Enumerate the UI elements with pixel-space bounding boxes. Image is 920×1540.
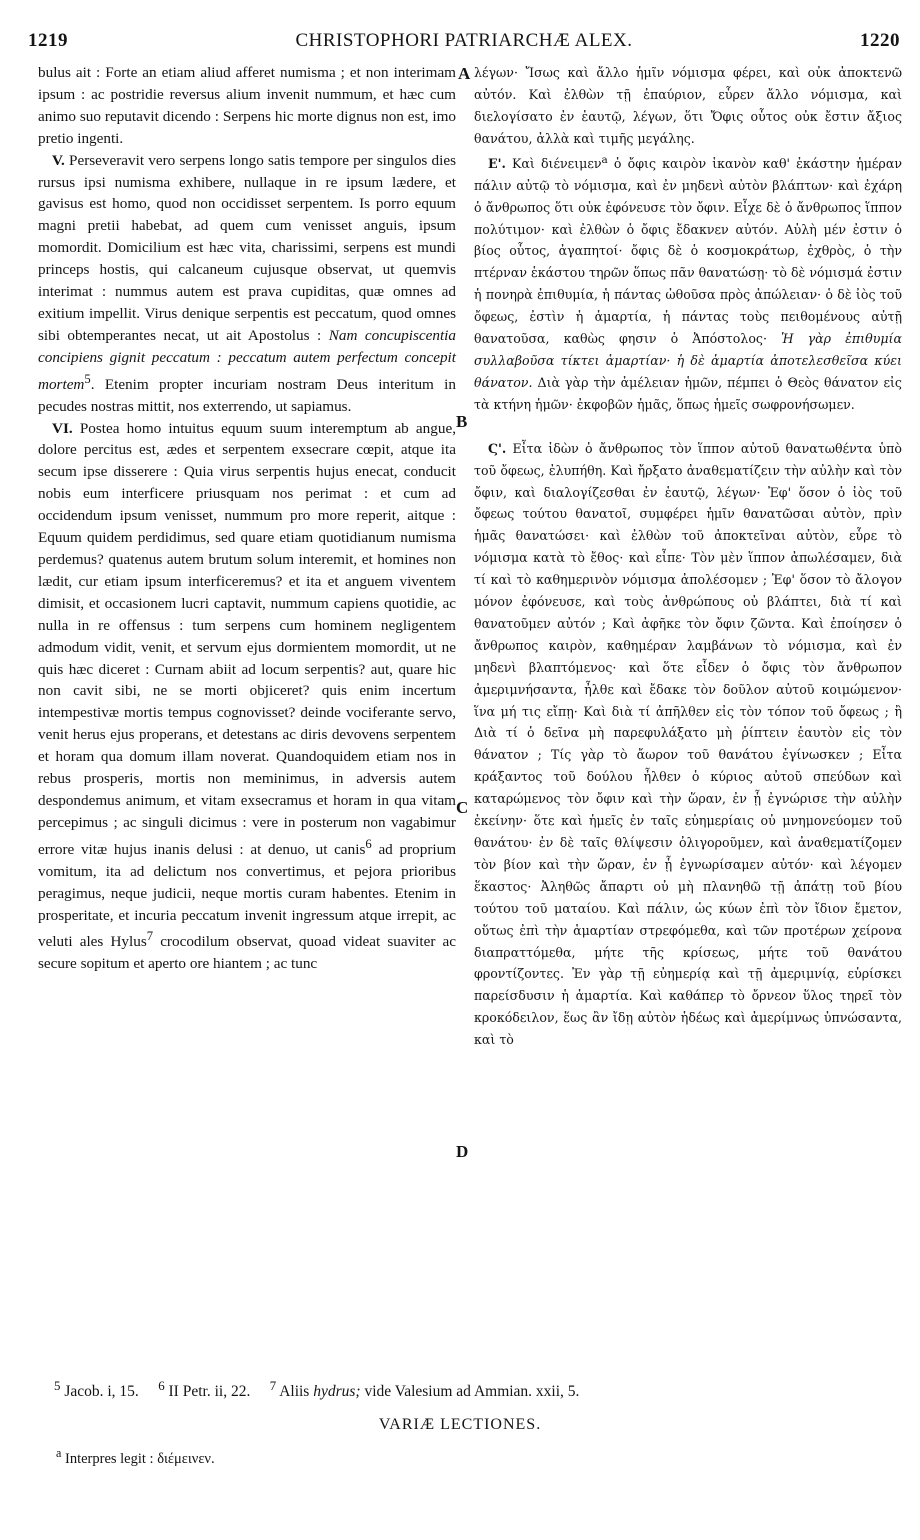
- footnote-mark-6: 6: [158, 1378, 165, 1393]
- variae-lectiones-heading: VARIÆ LECTIONES.: [378, 1416, 542, 1433]
- greek-text: Καὶ διένειμεν: [511, 155, 602, 171]
- latin-paragraph-v: [38, 150, 456, 418]
- greek-paragraph-continued: λέγων· Ἴσως καὶ ἄλλο ἡμῖν νόμισμα φέρει, καὶ οὐκ ἀποκτενῶ αὐτόν. Καὶ ἐλθὼν τῇ ἐπαύριον, εὗρεν ἄλλο νόμισμα, καὶ διελογίσατο ἐν ἑαυτῷ, λέγων, ὅτι Ὄφις οὗτος οὐκ ἔστιν ἄξιος θανάτου, ἀλλὰ καὶ τιμῆς μεγάλης.: [474, 65, 902, 146]
- latin-paragraph-vi: [38, 418, 456, 976]
- footnote-ref-7: 7: [146, 929, 154, 944]
- section-number-st: Ϛ'.: [488, 440, 507, 456]
- latin-text: Perseveravit vero serpens longo satis tempore per singulos dies rursus ipsi numisma exhibere, nullaque in re ipsum lædere, et gavisus est homo, quod non occidisset serpentem. Is porro equum magni pretii habebat, ad quem cum venisset anguis, ipsum momordit. Domicilium est hæc vita, charissimi, serpens est mundi princeps hostis, qui calcaneum cujusque observat, ut quemvis interimat : nummus autem est prava cupiditas, quæ omnes ad exitium impellit. Virus denique serpentis est peccatum, quod omnes sibi obtemperantes necat, ut ait Apostolus :: [38, 151, 457, 344]
- footnote-5: Jacob. i, 15.: [64, 1383, 139, 1401]
- section-number-v: V.: [52, 151, 65, 169]
- latin-scripture-quote: Nam concupiscentia concipiens gignit peccatum : peccatum autem perfectum concepit mortem: [38, 326, 456, 393]
- variant-note-mark: a: [56, 1446, 62, 1460]
- running-header: [28, 30, 900, 60]
- footnotes: [54, 1378, 890, 1401]
- greek-scripture-quote: Ἡ γὰρ ἐπιθυμία συλλαβοῦσα τίκτει ἁμαρτίαν· ἡ δὲ ἁμαρτία ἀποτελεσθεῖσα κύει θάνατον.: [474, 331, 902, 390]
- page-number-left: 1219: [28, 30, 68, 51]
- latin-paragraph-continued: bulus ait : Forte an etiam aliud afferet numisma ; et non interimam ipsum : ac postridie reversus alium invenit nummum, et hæc cum animo suo reputavit dicendo : Serpens hic morte dignus non est, imo pretio ingenti.: [38, 64, 456, 147]
- footnote-7-italic: hydrus;: [313, 1383, 361, 1401]
- latin-text: crocodilum observat, quoad videat suaviter ac secure sopitum et aperto ore hiantem ; ac tunc: [38, 933, 456, 973]
- greek-text: ὁ ὄφις καιρὸν ἱκανὸν καθ' ἑκάστην ἡμέραν πάλιν αὐτῷ τὸ νόμισμα, καὶ ἐν μηδενὶ αὐτὸν βλάπτων· καὶ ἐχάρη ὁ ἄνθρωπος ὅτι οὐκ ἐφόνευσε τὸν ὄφιν. Εἶχε δὲ ὁ ἄνθρωπος ἵππον πολύτιμον· καὶ ἐλθὼν ὁ ὄφις ἔδακνεν αὐτόν. Αὐλὴ μέν ἐστιν ὁ βίος οὗτος, ἀγαπητοί· ὄφις δὲ ὁ κοσμοκράτωρ, ἐχθρὸς, ὁ τὴν πτέρναν ἑκάστου τηρῶν ὅπως πᾶν θανατώσῃ· τὸ δὲ νόμισμά ἐστιν ἡ πονηρὰ ἐπιθυμία, ἡ πάντας ὠθοῦσα πρὸς ἀπώλειαν· ὁ δὲ ἰὸς τοῦ ὄφεως, ἐστὶν ἡ ἁμαρτία, ἡ πάντας τοὺς πειθομένους αὐτῇ θανατοῦσα, καθὼς φησιν ὁ Ἀπόστολος·: [474, 155, 902, 347]
- latin-text: Postea homo intuitus equum suum interemptum ab angue, dolore percitus est, ædes et serpentem exsecrare cœpit, atque ita secum ipse disserere : Quia virus serpentis hujus enecat, conducit nobis eum interficere priusquam nos perimat : et cum ad occidendum ipsum venisset, nummum pro more reperit, aitque : Equum quidem perdidimus, sed quare etiam quotidianum numisma perdemus? quatenus autem brutum solum interemit, et homines non lædit, cur etiam ipsum interficeremus? et ita et anguem viventem dimisit, et occasionem lucri captavit, nummum capiens quotidie, ac nulla in re offensus : tum serpens cum hominem negligentem admodum vidit, venit, et servum ejus dormientem momordit, ut ne quis hæc diceret : Curnam abiit ad locum serpentis? aut, quare hic non cavit sibi, ne se morti objiceret? quis enim incertum intempestivæ mortis tempus cognovisset? deinde vociferante servo, venit herus ejus properans, et detestans ac diris devovens serpentem et horam qua domum illam noverat. Quandoquidem etiam nos in rebus prosperis, mortis non meminimus, in adversis autem despondemus animum, et vitam exsecramus et horam in qua vitam percepimus ; ac singuli dicimus : vere in posterum non vagabimur errore vitæ hujus inanis delusi : at denuo, ut canis: [38, 419, 456, 858]
- margin-letter-a: A: [458, 64, 471, 83]
- footnote-ref-5: 5: [84, 371, 91, 386]
- margin-letter-d: D: [456, 1142, 469, 1161]
- latin-text: . Etenim propter incuriam nostram Deus interitum in pecudes nostras mittit, nos exterrendo, ut sapiamus.: [38, 375, 456, 415]
- greek-paragraph-e: [474, 150, 902, 416]
- greek-text: Διὰ γὰρ τὴν ἀμέλειαν ἡμῶν, πέμπει ὁ Θεὸς θάνατον εἰς τὰ κτήνη ἡμῶν· ἐκφοβῶν ἡμᾶς, ὅπως ἡμεῖς σωφρονήσωμεν.: [474, 374, 902, 412]
- variant-note-text: Interpres legit : διέμεινεν.: [65, 1450, 215, 1467]
- footnote-6: II Petr. ii, 22.: [168, 1383, 251, 1401]
- footnote-7: Aliis: [279, 1383, 310, 1401]
- paragraph-gap: [474, 416, 902, 438]
- variant-note: [56, 1446, 215, 1468]
- greek-text: Εἶτα ἰδὼν ὁ ἄνθρωπος τὸν ἵππον αὐτοῦ θανατωθέντα ὑπὸ τοῦ ὄφεως, ἐλυπήθη. Καὶ ἤρξατο ἀναθεματίζειν τὴν αὐλὴν καὶ τὸν ὄφιν, καὶ διαλογίζεσθαι ἐν ἑαυτῷ, λέγων· Ἐφ' ὅσον ὁ ἰὸς τοῦ ὄφεως τούτου θανατοῖ, συμφέρει ἡμῖν θανατῶσαι αὐτὸν, πρὶν ἡμᾶς θανατώσει· καὶ ἐλθὼν τοῦ ἀποκτεῖναι αὐτὸν, εὗρε τὸ νόμισμα κατὰ τὸ ἔθος· καὶ εἶπε· Τὸν μὲν ἵππον ἀπωλέσαμεν, διὰ τί καὶ τὸ καθημερινὸν νόμισμα ἀπολέσομεν ; Ἐφ' ὅσον τὸ ἄλογον μόνον ἐφόνευσε, καὶ τοὺς ἀνθρώπους οὐ βλάπτει, διὰ τί καὶ θανατοῦμεν αὐτόν ; Καὶ ἀφῆκε τὸν ὄφιν ζῶντα. Καὶ ἐποίησεν ὁ ἄνθρωπος καιρὸν, καθημέραν λαμβάνων τὸ νόμισμα, καὶ ἐν μηδενὶ βλαπτόμενος· καὶ ὅτε εἶδεν ὁ ὄφις τὸν ἄνθρωπον ἀμεριμνήσαντα, ἦλθε καὶ ἔδακε τὸν δοῦλον αὐτοῦ κοιμώμενον· ἵνα μή τις εἴπῃ· Καὶ διὰ τί ἀπῆλθεν εἰς τὸν τόπον τοῦ ὄφεως ; ἢ Διὰ τί ὁ δεῖνα μὴ παρεφυλάξατο μὴ ῥίπτειν ἑαυτὸν εἰς τὸν θάνατον ; Τίς γὰρ τὸ ἄωρον τοῦ θανάτου ἐγίνωσκεν ; Εἶτα κράξαντος τοῦ δούλου ἦλθεν ὁ κύριος αὐτοῦ σπεύδων καὶ καταρώμενος τὸν ὄφιν καὶ τὴν ὥραν, ἐν ᾗ ἐγνώρισε τὴν αὐλὴν ἐκείνην· ὅτε καὶ ἡμεῖς ἐν ταῖς εὐημερίαις οὐ μνημονεύομεν τοῦ θανάτου· ἐν δὲ ταῖς θλίψεσιν ὀλιγοροῦμεν, καὶ ἀναθεματίζομεν τὸν βίον καὶ τὴν ὥραν, ἐν ᾗ ἐγνωρίσαμεν αὐτόν· καὶ λέγομεν ἕκαστος· Ἀληθῶς ἄπαρτι οὐ μὴ πλανηθῶ τῇ ἀπάτῃ τοῦ βίου τούτου τοῦ ματαίου. Καὶ πάλιν, ὡς κύων ἐπὶ τὸν ἴδιον ἔμετον, οὕτως ἐπὶ τὴν ἁμαρτίαν στρεφόμεθα, καὶ τῶν προτέρων χείρονα διαπραττόμεθα, μήτε τῆς κρίσεως, μήτε τοῦ θανάτου φροντίζοντες. Ἐν γὰρ τῇ εὐημερίᾳ καὶ τῇ ἀμεριμνίᾳ, εὑρίσκει παρείσδυσιν ἡ ἁμαρτία. Καὶ καθάπερ τὸ ὄρνεον ὕλος τηρεῖ τὸν κροκόδειλον, ἕως ἂν ἴδῃ αὐτὸν ἡδέως καὶ ἀμερίμνως ὑπνώσαντα, καὶ τὸ: [474, 440, 902, 1048]
- latin-text: ad proprium vomitum, ita ad delictum nos convertimus, et pejora prioribus peragimus, neque judicii, neque mortis curam habentes. Etenim in prosperitate, et incuria peccatum invenit ingressum atque irrepit, ac veluti ales Hylus: [38, 840, 457, 951]
- footnote-mark-7: 7: [269, 1378, 277, 1393]
- footnote-7-rest: vide Valesium ad Ammian. xxii, 5.: [364, 1383, 580, 1401]
- running-title: CHRISTOPHORI PATRIARCHÆ ALEX.: [295, 30, 633, 51]
- section-number-vi: VI.: [52, 419, 73, 437]
- page-number-right: 1220: [860, 30, 900, 51]
- footnote-mark-5: 5: [54, 1378, 61, 1393]
- greek-column: [474, 62, 902, 1051]
- margin-letter-b: B: [456, 412, 468, 431]
- greek-paragraph-st: [474, 438, 902, 1051]
- margin-letter-c: C: [456, 798, 469, 817]
- variant-ref-a: a: [601, 153, 608, 166]
- latin-column: [38, 62, 456, 975]
- section-number-e: Ε'.: [488, 155, 506, 171]
- footnote-ref-6: 6: [365, 836, 372, 851]
